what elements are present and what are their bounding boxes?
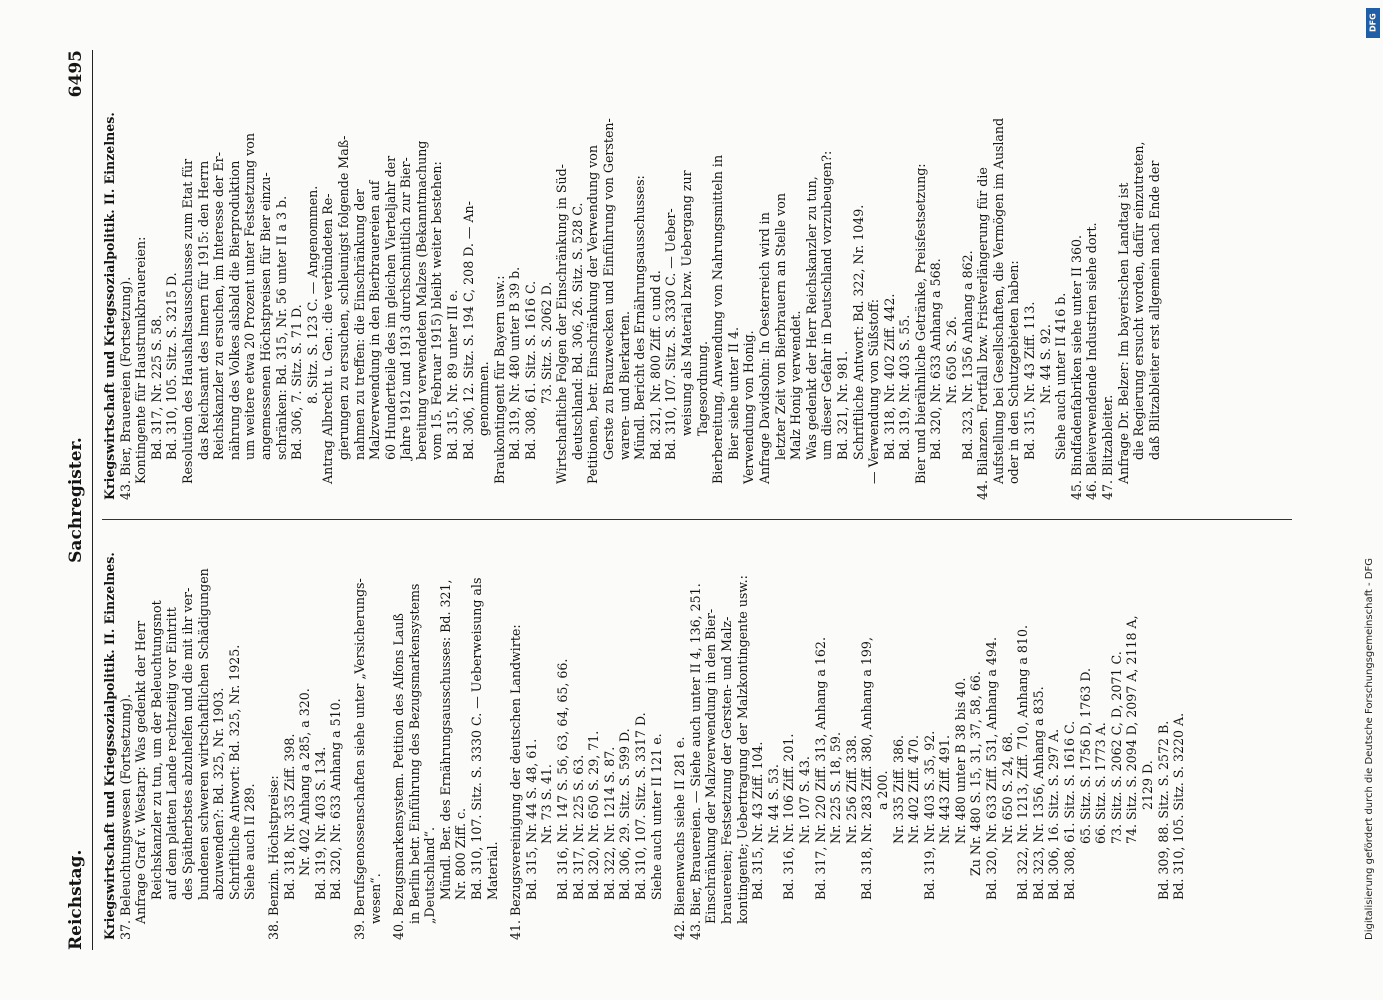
text-line: Bd. 321, Nr. 981. xyxy=(834,350,850,460)
text-line: schränken: Bd. 315, Nr. 56 unter II a 3 b. xyxy=(273,195,289,460)
text-line: Nr. 402 Anhang a 285, a 320. xyxy=(297,688,313,876)
text-line: Resolution des Haushaltsausschusses zum Etat für xyxy=(179,158,195,484)
text-line: oder in den Schutzgebieten haben: xyxy=(1006,260,1022,484)
text-line: Nr. 443 Ziff. 491. xyxy=(937,734,953,844)
text-line: Malzverwendung in den Bierbrauereien auf xyxy=(367,180,383,460)
text-line: waren- und Bierkarten. xyxy=(616,311,632,460)
text-line: um dieser Gefahr in Deutschland vorzubeugen?: xyxy=(819,150,835,460)
text-line: letzter Zeit von Bierbrauern an Stelle von xyxy=(772,193,788,460)
text-line: Material. xyxy=(484,841,500,900)
text-line: 44. Bilanzen. Fortfall bzw. Fristverlängerung für die xyxy=(975,167,991,500)
text-line: Bd. 323, Nr. 1356 Anhang a 862. xyxy=(959,250,975,460)
text-line: Bd. 317, Nr. 220 Ziff. 313, Anhang a 162. xyxy=(812,637,828,900)
text-line: Bd. 306, 12. Sitz. S. 194 C, 208 D. — An- xyxy=(460,201,476,460)
text-line: Bd. 308, 61. Sitz. S. 1616 C. xyxy=(1062,720,1078,900)
text-line: abzuwenden?: Bd. 325, Nr. 1903. xyxy=(211,687,227,900)
text-line: Bd. 310, 105. Sitz. S. 3220 A. xyxy=(1171,712,1187,900)
text-line: Mündl. Ber. des Ernährungsausschusses: Bd. 321, xyxy=(437,579,453,900)
text-line: bundenen schweren wirtschaftlichen Schädigungen xyxy=(195,568,211,900)
text-line: Bd. 315, Nr. 89 unter III e. xyxy=(445,289,461,460)
text-line: Anfrage Davidsohn: In Oesterreich wird in xyxy=(756,212,772,484)
text-line: Petitionen, betr. Einschränkung der Verwendung von xyxy=(585,145,601,484)
text-line: 43. Bier, Brauereien. — Siehe auch unter II 4, 136, 251. xyxy=(687,583,703,940)
text-line: 73. Sitz. S. 2062 C, D, 2071 C. xyxy=(1108,651,1124,844)
text-line: 47. Blitzableiter. xyxy=(1100,394,1115,500)
text-line: nährung des Volkes alsbald die Bierproduktion xyxy=(226,160,242,460)
text-line: des Spätherbstes abzuhelfen und die mit ihr ver- xyxy=(179,587,195,900)
text-line: 73. Sitz. S. 2062 D. xyxy=(538,281,554,404)
spacer xyxy=(500,512,508,940)
text-line: Braukontingent für Bayern usw.: xyxy=(491,275,507,484)
text-line: 39. Berufsgenossenschaften siehe unter „Versicherungs- xyxy=(351,578,367,940)
left-column xyxy=(102,512,1300,940)
text-line: bereitung verwendeten Malzes (Bekanntmachung xyxy=(413,140,429,460)
spacer xyxy=(383,512,391,940)
text-line: kontingente; Uebertragung der Malzkontingente usw.: xyxy=(734,575,750,924)
text-line: Bd. 308, 61. Sitz. S. 1616 C. xyxy=(523,280,539,460)
text-line: Was gedenkt der Herr Reichskanzler zu tun, xyxy=(803,176,819,460)
text-line: Bd. 309, 88. Sitz. S. 2572 B. xyxy=(1155,720,1171,900)
text-line: Reichskanzler zu tun, um der Beleuchtungsnot xyxy=(148,600,164,900)
page-header xyxy=(62,50,93,950)
digitization-note xyxy=(1362,60,1382,940)
text-line: Bd. 320, Nr. 650 S. 29, 71. xyxy=(586,730,602,900)
text-line: wesen“. xyxy=(367,873,383,924)
text-line: Nr. 73 S. 41. xyxy=(539,764,555,844)
text-line: Bd. 323, Nr. 1356, Anhang a 835. xyxy=(1030,686,1046,900)
text-line: Bd. 316, Nr. 106 Ziff. 201. xyxy=(781,733,797,900)
text-line: Aufstellung bei Gesellschaften, die Vermögen im Ausland xyxy=(990,117,1006,484)
text-line: Kriegswirtschaft und Kriegssozialpolitik. II. Einzelnes. xyxy=(102,112,117,500)
text-line: 46. Bleiverwendende Industrien siehe dort. xyxy=(1084,222,1100,500)
text-line: 38. Benzin. Höchstpreise: xyxy=(265,775,281,940)
text-line: Kriegswirtschaft und Kriegssozialpolitik. II. Einzelnes. xyxy=(102,552,117,940)
text-line: 2129 D. xyxy=(1140,760,1155,810)
text-line: Bier und bierähnliche Getränke, Preisfestsetzung: xyxy=(912,163,928,484)
text-line: Kontingente für Haustrunkbrauereien: xyxy=(133,236,149,484)
text-line: Einschränkung der Malzverwendung in den Bier- xyxy=(703,608,719,924)
text-line: deutschland: Bd. 306, 26. Sitz. S. 528 C. xyxy=(569,202,585,460)
text-line: 60 Hundertteile des im gleichen Vierteljahr der xyxy=(382,155,398,460)
text-line: Gerste zu Brauzwecken und Einführung von Gersten- xyxy=(601,118,616,460)
text-line: das Reichsamt des Innern für 1915: den Herrn xyxy=(195,160,211,460)
text-line: Bd. 315, Nr. 43 Ziff. 113. xyxy=(1022,301,1038,460)
spacer xyxy=(258,512,266,940)
text-line: brauereien; Festsetzung der Gersten- und Malz- xyxy=(718,616,734,924)
text-line: 8. Sitz. S. 123 C. — Angenommen. xyxy=(304,185,320,404)
text-line: Nr. 44 S. 53. xyxy=(765,764,781,844)
text-line: die Regierung ersucht worden, dafür einzutreten, xyxy=(1131,141,1147,460)
spacer xyxy=(664,512,672,940)
text-line: Nr. 335 Ziff. 386. xyxy=(890,734,906,844)
text-line: Bd. 310, 107. Sitz. S. 3317 D. xyxy=(633,712,648,900)
text-line: Bd. 322, Nr. 1213, Ziff. 710, Anhang a 810. xyxy=(1015,625,1031,900)
text-line: a 200. xyxy=(874,770,890,810)
text-line: angemessenen Höchstpreisen für Bier einzu- xyxy=(257,172,273,460)
text-line: 66. Sitz. S. 1773 A. xyxy=(1093,722,1109,844)
text-line: Schriftliche Antwort: Bd. 325, Nr. 1925. xyxy=(226,644,242,900)
text-line: Zu Nr. 480 S. 15, 31, 37, 58, 66. xyxy=(968,671,984,876)
header-left: Reichstag. xyxy=(66,849,86,950)
text-line: daß Blitzableiter erst allgemein nach Ende der xyxy=(1146,160,1162,460)
text-line: Bier siehe unter II 4. xyxy=(725,327,741,460)
text-line: Siehe auch II 289. xyxy=(242,783,258,900)
page-number: 6495 xyxy=(66,50,86,98)
text-line: Bd. 320, Nr. 633 Ziff. 531, Anhang a 494. xyxy=(984,637,1000,900)
text-line: Bd. 306, 7. Sitz. S. 71 D. xyxy=(289,304,305,460)
spacer xyxy=(344,512,352,940)
text-line: Reichskanzler zu ersuchen, im Interesse der Er- xyxy=(211,152,227,460)
text-line: vom 15. Februar 1915) bleibt weiter bestehen: xyxy=(429,161,445,460)
column-divider xyxy=(102,519,1292,520)
text-line: Jahre 1912 und 1913 durchschnittlich zur Bier- xyxy=(398,157,414,460)
text-line: Malz Honig verwendet. xyxy=(788,310,804,460)
text-line: Bd. 318, Nr. 402 Ziff. 442. xyxy=(881,293,897,460)
text-line: Bd. 306, 29. Sitz. S. 599 D. xyxy=(617,728,633,900)
text-line: Wirtschaftliche Folgen der Einschränkung in Süd- xyxy=(554,164,570,484)
text-line: Bd. 317, Nr. 225 S. 58. xyxy=(148,314,164,460)
text-line: — Verwendung von Süßstoff: xyxy=(866,299,882,484)
text-line: Bd. 321, Nr. 800 Ziff. c und d. xyxy=(647,270,663,460)
text-line: „Deutschland“. xyxy=(422,826,438,924)
text-line: auf dem platten Lande rechtzeitig vor Eintritt xyxy=(164,607,180,900)
text-line: Bierbereitung, Anwendung von Nahrungsmitteln in xyxy=(710,154,726,484)
text-line: Bd. 310, 107. Sitz. S. 3330 C. — Ueber- xyxy=(663,208,679,460)
digitization-note-text: Digitalisierung gefördert durch die Deutsche Forschungsgemeinschaft - DFG xyxy=(1364,557,1375,940)
text-line: 45. Bindfadenfabriken siehe unter II 360. xyxy=(1068,234,1084,500)
text-line: Nr. 800 Ziff. c. xyxy=(453,807,469,900)
header-center: Sachregister. xyxy=(66,437,86,563)
text-line: Bd. 319, Nr. 480 unter B 39 b. xyxy=(507,266,523,460)
text-line: Bd. 316, Nr. 147 S. 56, 63, 64, 65, 66. xyxy=(555,658,571,900)
text-line: Nr. 44 S. 92. xyxy=(1037,324,1053,404)
text-line: Bd. 320, Nr. 633 Anhang a 568. xyxy=(928,258,944,460)
right-column xyxy=(102,72,1300,500)
text-line: Bd. 306, 16. Sitz. S. 297 A. xyxy=(1046,728,1062,900)
text-line: Anfrage Graf v. Westarp: Was gedenkt der Herr xyxy=(133,620,149,924)
text-line: gierungen zu ersuchen, schleunigst folgende Maß- xyxy=(335,135,351,460)
text-line: 42. Bienenwachs siehe II 281 e. xyxy=(672,736,688,940)
dfg-logo: DFG xyxy=(1366,8,1380,38)
text-line: Nr. 225 S. 18, 59. xyxy=(828,732,844,844)
text-line: Nr. 650 S. 26. xyxy=(944,316,960,404)
text-line: nahmen zu treffen: die Einschränkung der xyxy=(351,189,367,460)
text-line: Tagesordnung. xyxy=(694,341,710,436)
text-line: Anfrage Dr. Belzer: Im bayerischen Landtag ist xyxy=(1115,182,1131,484)
text-line: Nr. 256 Ziff. 338. xyxy=(843,734,859,844)
text-line: weisung als Material bzw. Uebergang zur xyxy=(678,170,694,436)
text-line: Bd. 320, Nr. 633 Anhang a 510. xyxy=(328,698,344,900)
text-line: Bd. 319, Nr. 403 S. 35, 92. xyxy=(921,730,937,900)
text-line: Bd. 322, Nr. 1214 S. 87. xyxy=(601,746,617,900)
text-line: Bd. 318, Nr. 335 Ziff. 398. xyxy=(281,733,297,900)
text-line: 40. Bezugsmarkensystem. Petition des Alfons Lauß xyxy=(391,613,407,940)
text-line: Bd. 310, 107. Sitz. S. 3330 C. — Ueberweisung als xyxy=(469,577,485,900)
text-line: 41. Bezugsvereinigung der deutschen Landwirte: xyxy=(508,624,524,940)
text-line: Bd. 317, Nr. 225 S. 63. xyxy=(570,754,586,900)
text-line: Siehe auch unter II 121 e. xyxy=(648,733,664,900)
text-line: Siehe auch unter II 416 b. xyxy=(1053,292,1069,460)
text-line: genommen. xyxy=(476,361,492,436)
text-line: Bd. 310, 105. Sitz. S. 3215 D. xyxy=(164,272,180,460)
text-line: Bd. 315, Nr. 44 S. 48, 61. xyxy=(523,738,539,900)
text-line: Antrag Albrecht u. Gen.: die verbündeten Re- xyxy=(320,193,336,484)
text-line: 43. Bier, Brauereien (Fortsetzung). xyxy=(117,276,133,500)
text-line: Nr. 107 S. 43. xyxy=(796,756,812,844)
text-line: 74. Sitz. S. 2094 D, 2097 A, 2118 A, xyxy=(1124,615,1140,844)
text-line: Nr. 650 S. 24, 68. xyxy=(999,732,1015,844)
text-line: Mündl. Bericht des Ernährungsausschusses: xyxy=(632,175,648,460)
text-line: Verwendung von Honig. xyxy=(741,330,757,484)
text-line: 37. Beleuchtungswesen (Fortsetzung). xyxy=(117,693,133,940)
text-line: Nr. 480 unter B 38 bis 40. xyxy=(952,677,968,844)
text-line: um weitere etwa 20 Prozent unter Festsetzung von xyxy=(242,133,258,460)
text-line: Bd. 318, Nr. 283 Ziff. 380, Anhang a 199, xyxy=(859,637,875,900)
text-line: Schriftliche Antwort: Bd. 322, Nr. 1049. xyxy=(850,204,866,460)
text-line: Bd. 315, Nr. 43 Ziff. 104. xyxy=(750,741,766,900)
text-line: Bd. 319, Nr. 403 S. 55. xyxy=(897,314,913,460)
text-line: 65. Sitz. S. 1756 D, 1763 D. xyxy=(1077,668,1093,844)
text-line: in Berlin betr. Einführung des Bezugsmarkensystems xyxy=(406,583,422,924)
text-line: Nr. 402 Ziff. 470. xyxy=(906,734,922,844)
text-line: Bd. 319, Nr. 403 S. 134. xyxy=(312,746,328,900)
